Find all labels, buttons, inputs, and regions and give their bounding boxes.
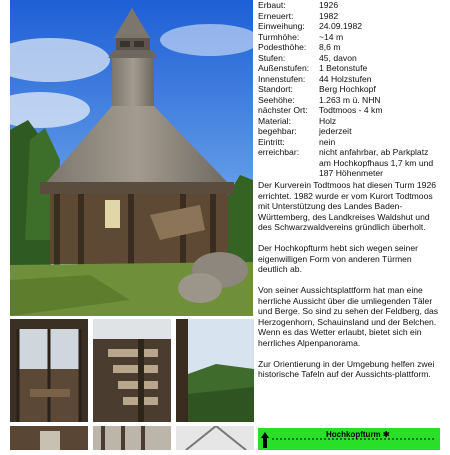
fact-label: Seehöhe: [258,94,295,105]
fact-row [258,42,448,53]
fact-row [258,11,448,22]
fact-label: Standort: [258,84,293,94]
fact-value: 24.09.1982 [319,21,363,31]
fact-value: 1982 [319,10,339,21]
fact-label: nächster Ort: [258,105,308,115]
fact-value: 1926 [319,0,339,10]
fact-label: Podesthöhe: [258,42,307,52]
fact-value: nicht anfahrbar, ab Parkplatz am Hochkopfhaus 1,7 km und 187 Höhenmeter [319,147,434,178]
fact-value: 1.263 m ü. NHN [319,94,381,105]
fact-value: 44 Holzstufen [319,73,372,84]
fact-row [258,137,448,148]
fact-row [258,126,448,137]
fact-value: 1 Betonstufe [319,63,368,73]
photo-railing [93,426,171,450]
fact-row [258,32,448,43]
photo-roof-beams [10,426,88,450]
fact-label: Turmhöhe: [258,31,300,42]
fact-row [258,0,448,11]
fact-row [258,53,448,64]
fact-value: Berg Hochkopf [319,84,376,94]
fact-label: Erneuert: [258,10,294,21]
fact-row [258,63,448,74]
photo-spiral-staircase [93,319,171,422]
fact-row [258,116,448,127]
fact-value: 45, davon [319,52,357,63]
paragraph: Zur Orientierung in der Umgebung helfen zwei historische Tafeln auf der Aussichts-plattform. [258,358,435,379]
fact-row [258,21,448,32]
paragraph: Der Hochkopfturm hebt sich wegen seiner eigenwilligen Form von anderen Türmen deutlich ab. [258,243,419,274]
fact-label: Material: [258,115,291,126]
fact-label: Einweihung: [258,21,305,31]
photo-interior-stairs [10,319,88,422]
photo-forest-view [176,319,254,422]
facts-table [258,0,448,179]
fact-row [258,105,448,116]
fact-label: Erbaut: [258,0,286,10]
fact-row [258,147,448,179]
fact-label: erreichbar: [258,147,300,157]
fact-value: nein [319,136,336,147]
fact-label: Innenstufen: [258,73,306,84]
fact-value: jederzeit [319,126,352,136]
fact-row [258,95,448,106]
fact-value: 8,6 m [319,42,341,52]
main-tower-photo [10,0,253,316]
fact-value: ~14 m [319,31,344,42]
fact-label: Stufen: [258,52,286,63]
fact-row [258,84,448,95]
fact-label: begehbar: [258,126,297,136]
fact-row [258,74,448,85]
fact-value: Todtmoos - 4 km [319,105,383,115]
fact-label: Außenstufen: [258,63,310,73]
route-label: Hochkopfturm [326,430,381,439]
fact-label: Eintritt: [258,136,285,147]
fact-value: Holz [319,115,337,126]
tower-star-icon: ✱ [382,430,390,439]
photo-white-roof [176,426,254,450]
description-text [258,180,443,390]
paragraph: Der Kurverein Todtmoos hat diesen Turm 1926 errichtet. 1982 wurde er vom Kurort Todtmoos mit Unterstützung des Landes Baden-Württemberg, des Landkreises Waldshut und des Schwarzwaldvereins gründlich überholt. [258,180,437,232]
paragraph: Von seiner Aussichtsplattform hat man eine herrliche Aussicht über die umliegenden Täler und Berge. So sind zu sehen der Feldberg, das Herzogenhorn, Schauinsland und der Belchen. Wenn es das Wetter erlaubt, bietet sich ein herrliches Alpenpanorama. [258,285,439,348]
